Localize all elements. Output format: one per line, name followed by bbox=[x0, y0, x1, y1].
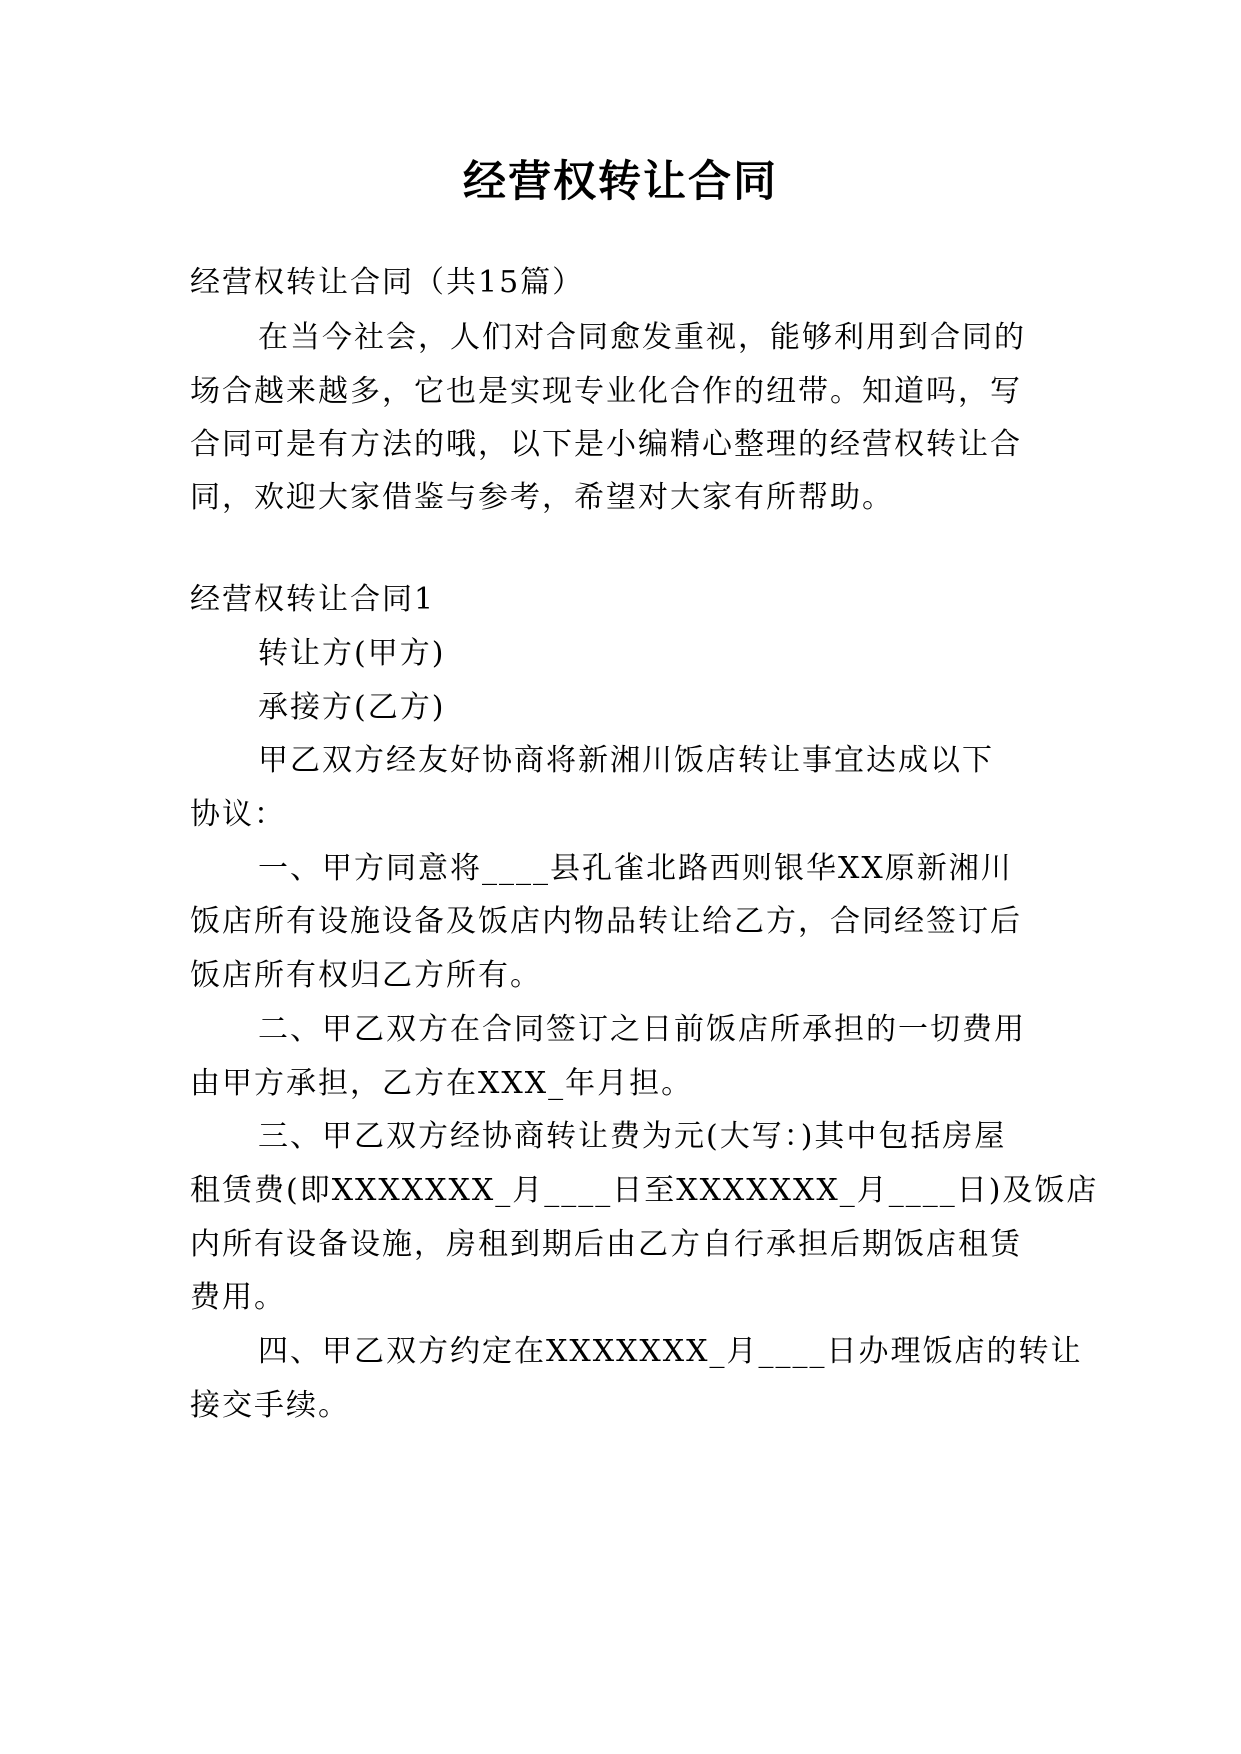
preamble-line: 协议： bbox=[190, 797, 286, 832]
clause-3-line: 费用。 bbox=[190, 1280, 286, 1315]
clause-3-line: 三、甲乙双方经协商转让费为元(大写：)其中包括房屋 bbox=[258, 1119, 1007, 1154]
section-heading: 经营权转让合同1 bbox=[190, 582, 436, 617]
clause-3-line: 租赁费(即XXXXXXX_月____日至XXXXXXX_月____日)及饭店 bbox=[190, 1173, 1099, 1208]
intro-line: 在当今社会，人们对合同愈发重视，能够利用到合同的 bbox=[258, 320, 1026, 355]
clause-1-line: 饭店所有设施设备及饭店内物品转让给乙方，合同经签订后 bbox=[190, 904, 1022, 939]
clause-4-line: 四、甲乙双方约定在XXXXXXX_月____日办理饭店的转让 bbox=[258, 1334, 1083, 1369]
intro-line: 同，欢迎大家借鉴与参考，希望对大家有所帮助。 bbox=[190, 480, 894, 515]
intro-line: 场合越来越多，它也是实现专业化合作的纽带。知道吗，写 bbox=[190, 374, 1022, 409]
party-b-label: 承接方(乙方) bbox=[258, 690, 446, 725]
preamble-line: 甲乙双方经友好协商将新湘川饭店转让事宜达成以下 bbox=[258, 743, 994, 778]
party-a-label: 转让方(甲方) bbox=[258, 636, 446, 671]
clause-4-line: 接交手续。 bbox=[190, 1388, 350, 1423]
clause-1-line: 一、甲方同意将____县孔雀北路西则银华XX原新湘川 bbox=[258, 851, 1013, 886]
intro-line: 合同可是有方法的哦，以下是小编精心整理的经营权转让合 bbox=[190, 427, 1022, 462]
clause-2-line: 二、甲乙双方在合同签订之日前饭店所承担的一切费用 bbox=[258, 1012, 1026, 1047]
clause-1-line: 饭店所有权归乙方所有。 bbox=[190, 958, 542, 993]
clause-3-line: 内所有设备设施，房租到期后由乙方自行承担后期饭店租赁 bbox=[190, 1227, 1022, 1262]
clause-2-line: 由甲方承担，乙方在XXX_年月担。 bbox=[190, 1066, 694, 1101]
document-title: 经营权转让合同 bbox=[463, 157, 778, 207]
document-subtitle: 经营权转让合同（共15篇） bbox=[190, 265, 585, 300]
